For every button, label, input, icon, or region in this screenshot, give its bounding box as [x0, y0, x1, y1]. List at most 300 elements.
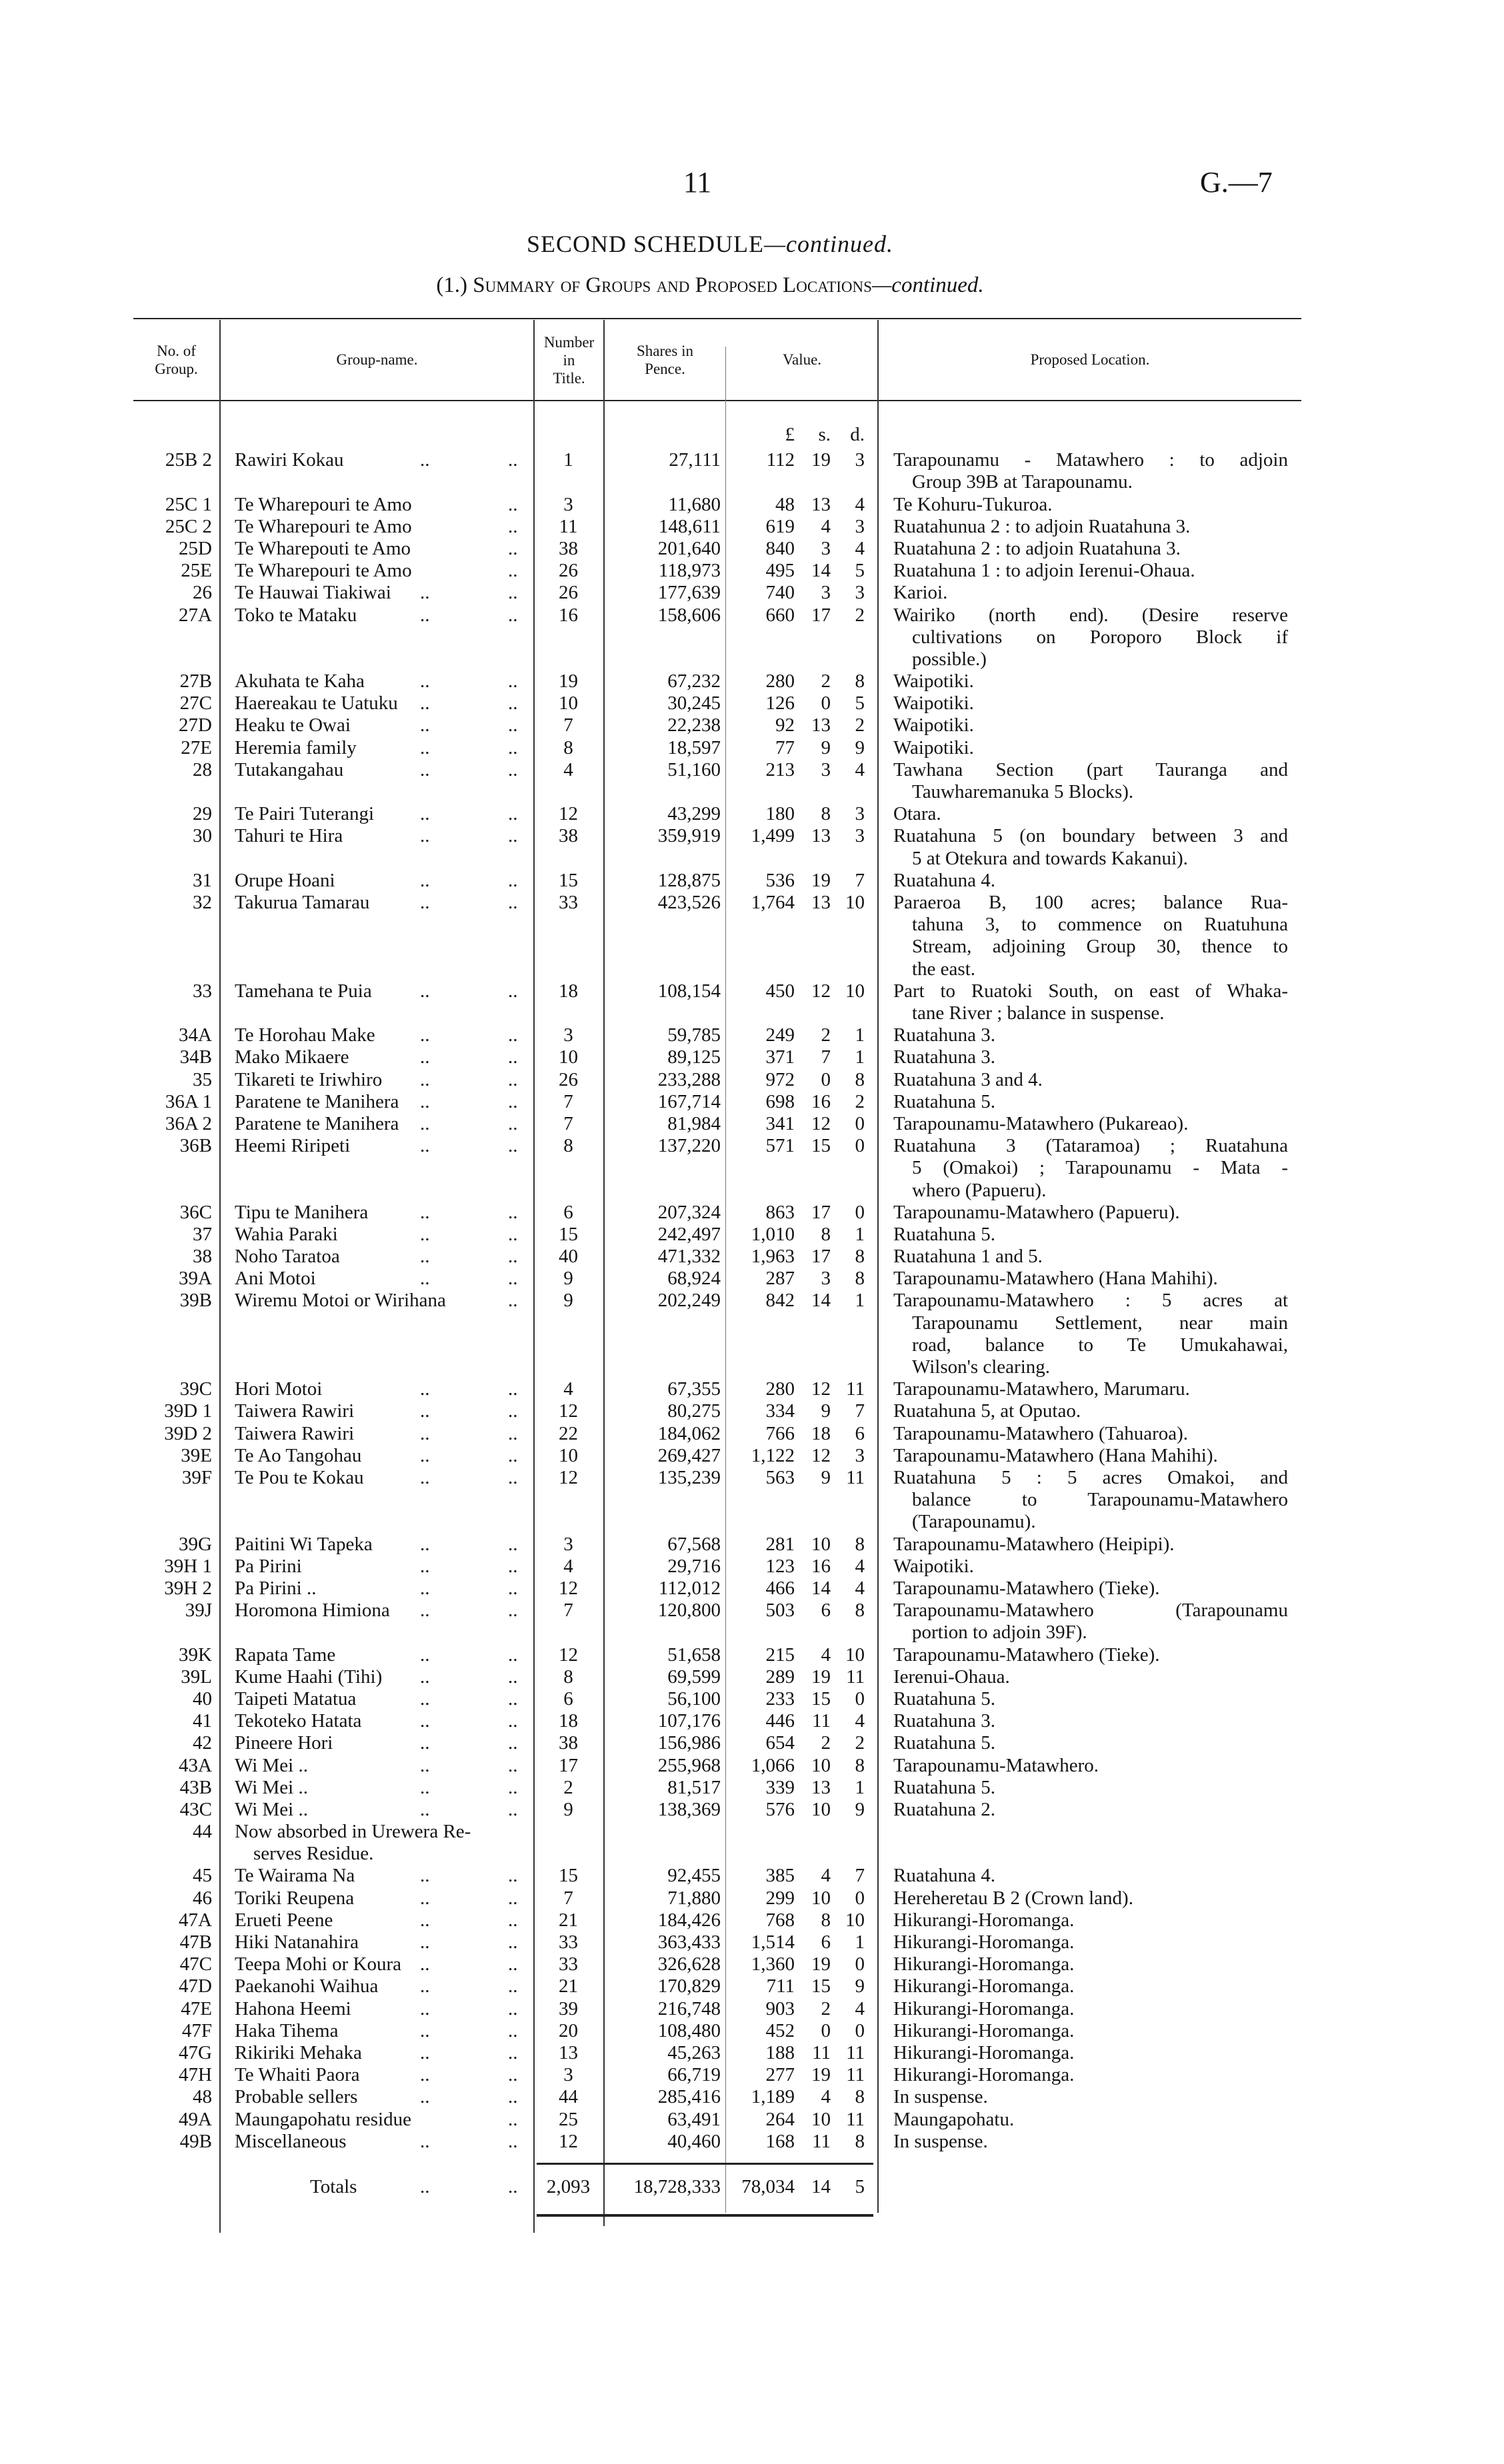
leader-dots: ..: [420, 670, 430, 692]
table-row: [0, 1666, 1504, 1688]
leader-dots: ..: [420, 1090, 430, 1112]
value-pence: 1: [855, 1290, 865, 1312]
table-row: [0, 1755, 1504, 1777]
leader-dots: ..: [420, 1024, 430, 1046]
shares-in-pence: 201,640: [657, 537, 721, 559]
value-pence: 0: [855, 1112, 865, 1134]
value-pounds: 495: [765, 560, 795, 582]
number-in-title: 12: [559, 1400, 578, 1422]
leader-dots: ..: [420, 1953, 430, 1975]
group-name: [235, 759, 528, 781]
value-pounds: 289: [765, 1666, 795, 1688]
value-pounds: 341: [765, 1112, 795, 1134]
leader-dots: ..: [420, 1644, 430, 1666]
group-name-line: Orupe Hoani: [235, 869, 335, 891]
table-row: [0, 892, 1504, 980]
location-line: Otara.: [893, 803, 941, 825]
value-pence: 1: [855, 1931, 865, 1953]
leader-dots: ..: [508, 692, 518, 714]
value-pence: 3: [855, 582, 865, 604]
group-name: [235, 1887, 528, 1909]
number-in-title: 12: [559, 2130, 578, 2152]
group-name-line: Rikiriki Mehaka: [235, 2041, 362, 2063]
leader-dots: ..: [420, 1666, 430, 1688]
proposed-location: [893, 1799, 1288, 1821]
location-line: Group 39B at Tarapounamu.: [912, 471, 1133, 493]
shares-in-pence: 118,973: [658, 560, 721, 582]
shares-in-pence: 170,829: [657, 1975, 721, 1997]
number-in-title: 18: [559, 1710, 578, 1732]
proposed-location: [893, 1400, 1288, 1422]
leader-dots: ..: [420, 1223, 430, 1245]
value-pounds: 698: [765, 1090, 795, 1112]
leader-dots: ..: [508, 2064, 518, 2086]
value-pounds: 48: [775, 493, 795, 515]
value-pounds: 287: [765, 1268, 795, 1290]
group-name-line: Noho Taratoa: [235, 1246, 340, 1268]
leader-dots: ..: [508, 1754, 518, 1776]
location-line: Hikurangi-Horomanga.: [893, 1975, 1075, 1997]
value-pence: 8: [855, 1600, 865, 1622]
group-number: 47E: [181, 1997, 212, 2019]
leader-dots: ..: [420, 1887, 430, 1909]
group-name: [235, 692, 528, 714]
location-line: Ruatahuna 3.: [893, 1024, 996, 1046]
value-pounds: 972: [765, 1068, 795, 1090]
number-in-title: 9: [563, 1268, 573, 1290]
group-name: [235, 560, 528, 582]
shares-in-pence: 423,526: [657, 892, 721, 914]
value-pounds: 339: [765, 1776, 795, 1798]
value-pounds: 168: [765, 2130, 795, 2152]
value-shillings: 14: [811, 1578, 831, 1599]
group-number: 47F: [181, 2019, 212, 2041]
leader-dots: ..: [508, 1997, 518, 2019]
leader-dots: ..: [420, 803, 430, 825]
shares-in-pence: 135,239: [657, 1467, 721, 1489]
value-pounds: 180: [765, 803, 795, 825]
value-shillings: 10: [811, 2108, 831, 2130]
value-shillings: 10: [811, 1533, 831, 1555]
group-name: [235, 2086, 528, 2108]
value-pounds: 213: [765, 758, 795, 780]
number-in-title: 4: [563, 758, 573, 780]
table-row: [0, 1799, 1504, 1821]
leader-dots: ..: [420, 1201, 430, 1223]
proposed-location: [893, 1578, 1288, 1600]
value-pounds: 92: [775, 714, 795, 736]
leader-dots: ..: [420, 2086, 430, 2108]
table-row: [0, 803, 1504, 825]
number-in-title: 38: [559, 537, 578, 559]
proposed-location: [893, 2064, 1288, 2086]
number-in-title: 2: [563, 1776, 573, 1798]
value-pence: 8: [855, 2130, 865, 2152]
group-name-line: Haka Tihema: [235, 2019, 339, 2041]
shillings-unit: s.: [818, 424, 831, 445]
table-row: [0, 1732, 1504, 1754]
proposed-location: [893, 2109, 1288, 2131]
value-pounds: 1,360: [751, 1953, 795, 1975]
leader-dots: ..: [420, 1865, 430, 1887]
group-name-line: Te Wharepouri te Amo: [235, 560, 412, 582]
location-line: In suspense.: [893, 2086, 988, 2108]
shares-in-pence: 108,154: [657, 980, 721, 1002]
group-name: [235, 1777, 528, 1799]
location-line: Ruatahuna 5.: [893, 1223, 996, 1245]
leader-dots: ..: [420, 1997, 430, 2019]
value-pounds: 334: [765, 1400, 795, 1422]
location-line: tane River ; balance in suspense.: [912, 1002, 1165, 1024]
value-pounds: 576: [765, 1798, 795, 1820]
shares-in-pence: 156,986: [657, 1732, 721, 1754]
leader-dots: ..: [508, 1090, 518, 1112]
group-number: 35: [193, 1068, 212, 1090]
proposed-location: [893, 1688, 1288, 1710]
value-pence: 8: [855, 1068, 865, 1090]
shares-in-pence: 66,719: [667, 2064, 721, 2086]
number-in-title: 15: [559, 1223, 578, 1245]
group-name: [235, 1821, 528, 1865]
value-shillings: 2: [821, 1997, 831, 2019]
group-number: 32: [193, 892, 212, 914]
value-shillings: 4: [821, 2086, 831, 2108]
group-name-line: Rawiri Kokau: [235, 449, 344, 471]
proposed-location: [893, 1556, 1288, 1578]
group-number: 28: [193, 758, 212, 780]
group-number: 46: [193, 1887, 212, 1909]
header-line: No. of: [157, 343, 196, 359]
table-row: [0, 1202, 1504, 1224]
table-row: [0, 1091, 1504, 1113]
leader-dots: ..: [420, 1422, 430, 1444]
number-in-title: 25: [559, 2108, 578, 2130]
value-pounds: 188: [765, 2041, 795, 2063]
leader-dots: ..: [508, 515, 518, 537]
group-number: 39D 1: [164, 1400, 212, 1422]
table-row: [0, 1290, 1504, 1378]
value-pounds: 1,122: [751, 1444, 795, 1466]
shares-in-pence: 40,460: [667, 2130, 721, 2152]
location-line: In suspense.: [893, 2130, 988, 2152]
location-line: Ruatahuna 4.: [893, 1865, 996, 1887]
group-number: 44: [193, 1821, 212, 1843]
leader-dots: ..: [420, 1798, 430, 1820]
group-number: 33: [193, 980, 212, 1002]
table-row: [0, 1931, 1504, 1953]
shares-in-pence: 202,249: [657, 1290, 721, 1312]
shares-in-pence: 67,568: [667, 1533, 721, 1555]
value-pounds: 249: [765, 1024, 795, 1046]
proposed-location: [893, 1202, 1288, 1224]
leader-dots: ..: [508, 869, 518, 891]
totals-label: Totals: [310, 2175, 357, 2197]
leader-dots: ..: [508, 736, 518, 758]
value-pence: 3: [855, 825, 865, 847]
group-number: 39H 2: [164, 1578, 212, 1599]
group-name-line: Te Ao Tangohau: [235, 1444, 362, 1466]
group-number: 43A: [179, 1754, 212, 1776]
pounds-unit: £: [785, 424, 795, 445]
table-row: [0, 737, 1504, 759]
value-shillings: 10: [811, 1754, 831, 1776]
group-number: 31: [193, 869, 212, 891]
value-shillings: 2: [821, 670, 831, 692]
value-pounds: 1,514: [751, 1931, 795, 1953]
location-line: tahuna 3, to commence on Ruatuhuna: [912, 914, 1288, 936]
proposed-location: [893, 670, 1288, 692]
table-row: [0, 1600, 1504, 1644]
value-pence: 8: [855, 1268, 865, 1290]
group-name-line: Toko te Mataku: [235, 604, 357, 626]
proposed-location: [893, 1732, 1288, 1754]
shares-in-pence: 81,984: [667, 1112, 721, 1134]
group-name: [235, 1953, 528, 1975]
shares-in-pence: 285,416: [657, 2086, 721, 2108]
proposed-location: [893, 1046, 1288, 1068]
group-number: 25B 2: [165, 449, 212, 471]
proposed-location: [893, 1268, 1288, 1290]
location-line: 5 (Omakoi) ; Tarapounamu - Mata -: [912, 1157, 1288, 1179]
leader-dots: ..: [508, 1555, 518, 1577]
value-pounds: 1,499: [751, 825, 795, 847]
value-shillings: 9: [821, 1400, 831, 1422]
group-number: 36A 2: [165, 1112, 212, 1134]
group-number: 39J: [185, 1600, 212, 1622]
location-line: Hikurangi-Horomanga.: [893, 1997, 1075, 2019]
value-shillings: 11: [812, 1710, 831, 1732]
group-name-line: Tikareti te Iriwhiro: [235, 1068, 383, 1090]
leader-dots: ..: [420, 2175, 430, 2197]
leader-dots: ..: [508, 1975, 518, 1997]
proposed-location: [893, 870, 1288, 892]
group-name: [235, 1445, 528, 1467]
value-pence: 11: [846, 1666, 865, 1688]
value-pence: 3: [855, 1444, 865, 1466]
location-line: Wairiko (north end). (Desire reserve: [893, 604, 1288, 626]
shares-in-pence: 56,100: [667, 1688, 721, 1710]
value-pence: 8: [855, 2086, 865, 2108]
proposed-location: [893, 2086, 1288, 2108]
group-name: [235, 1202, 528, 1224]
location-line: Part to Ruatoki South, on east of Whaka-: [893, 980, 1288, 1002]
leader-dots: ..: [508, 1112, 518, 1134]
number-in-title: 6: [563, 1201, 573, 1223]
location-line: Ruatahuna 3.: [893, 1046, 996, 1068]
value-pence: 10: [845, 1644, 865, 1666]
location-line: Ruatahuna 3.: [893, 1710, 996, 1732]
value-pounds: 385: [765, 1865, 795, 1887]
value-pence: 4: [855, 1997, 865, 2019]
table-row: [0, 1821, 1504, 1865]
location-line: Ruatahuna 2.: [893, 1798, 996, 1820]
number-in-title: 16: [559, 604, 578, 626]
proposed-location: [893, 692, 1288, 714]
group-name: [235, 980, 528, 1002]
proposed-location: [893, 1644, 1288, 1666]
leader-dots: ..: [508, 892, 518, 914]
table-row: [0, 1378, 1504, 1400]
table-row: [0, 1953, 1504, 1975]
location-line: Tarapounamu-Matawhero, Marumaru.: [893, 1378, 1190, 1400]
value-shillings: 19: [811, 449, 831, 471]
shares-in-pence: 22,238: [667, 714, 721, 736]
value-pounds: 450: [765, 980, 795, 1002]
group-number: 49B: [179, 2130, 212, 2152]
group-name-line: Pa Pirini: [235, 1555, 302, 1577]
group-name-line: Te Horohau Make: [235, 1024, 375, 1046]
value-shillings: 2: [821, 1732, 831, 1754]
group-name-line: Te Pou te Kokau: [235, 1467, 364, 1489]
proposed-location: [893, 1378, 1288, 1400]
shares-in-pence: 359,919: [657, 825, 721, 847]
value-pounds: 903: [765, 1997, 795, 2019]
leader-dots: ..: [508, 980, 518, 1002]
group-number: 27C: [179, 692, 212, 714]
value-shillings: 4: [821, 1865, 831, 1887]
pence-unit: d.: [850, 424, 865, 445]
totals-number-in-title: 2,093: [546, 2175, 591, 2197]
group-name-line: Te Whaiti Paora: [235, 2064, 360, 2086]
proposed-location: [893, 605, 1288, 671]
value-shillings: 11: [812, 2041, 831, 2063]
value-shillings: 19: [811, 869, 831, 891]
value-shillings: 17: [811, 604, 831, 626]
group-name-line: Haereakau te Uatuku: [235, 692, 398, 714]
location-line: Waipotiki.: [893, 670, 974, 692]
table-row: [0, 1578, 1504, 1600]
value-pence: 2: [855, 1732, 865, 1754]
value-pounds: 112: [766, 449, 795, 471]
number-in-title: 26: [559, 560, 578, 582]
group-name: [235, 1865, 528, 1887]
value-shillings: 12: [811, 1112, 831, 1134]
number-in-title: 3: [563, 1024, 573, 1046]
group-name-line: Wahia Paraki: [235, 1223, 338, 1245]
leader-dots: ..: [508, 1644, 518, 1666]
value-pence: 11: [846, 1378, 865, 1400]
value-pounds: 452: [765, 2019, 795, 2041]
number-in-title: 3: [563, 493, 573, 515]
group-name: [235, 1423, 528, 1445]
number-in-title: 11: [559, 515, 578, 537]
leader-dots: ..: [420, 1112, 430, 1134]
leader-dots: ..: [420, 1931, 430, 1953]
leader-dots: ..: [420, 1268, 430, 1290]
leader-dots: ..: [420, 892, 430, 914]
location-line: Waipotiki.: [893, 736, 974, 758]
group-name: [235, 1113, 528, 1135]
group-name: [235, 670, 528, 692]
table-row: [0, 1777, 1504, 1799]
leader-dots: ..: [420, 1400, 430, 1422]
shares-in-pence: 89,125: [667, 1046, 721, 1068]
location-line: Ruatahuna 3 and 4.: [893, 1068, 1043, 1090]
number-in-title: 12: [559, 803, 578, 825]
proposed-location: [893, 2020, 1288, 2042]
leader-dots: ..: [508, 2108, 518, 2130]
group-name: [235, 1755, 528, 1777]
leader-dots: ..: [420, 582, 430, 604]
value-shillings: 9: [821, 736, 831, 758]
group-name: [235, 1046, 528, 1068]
value-pounds: 503: [765, 1600, 795, 1622]
table-row: [0, 2086, 1504, 2108]
group-name: [235, 494, 528, 516]
group-name: [235, 2109, 528, 2131]
number-in-title: 33: [559, 1953, 578, 1975]
proposed-location: [893, 1069, 1288, 1091]
group-number: 25E: [181, 560, 212, 582]
number-in-title: 19: [559, 670, 578, 692]
value-shillings: 13: [811, 714, 831, 736]
number-in-title: 9: [563, 1798, 573, 1820]
leader-dots: ..: [420, 2019, 430, 2041]
table-row: [0, 1445, 1504, 1467]
value-shillings: 10: [811, 1798, 831, 1820]
table-row: [0, 1556, 1504, 1578]
shares-in-pence: 45,263: [667, 2041, 721, 2063]
value-pounds: 1,010: [751, 1223, 795, 1245]
number-in-title: 38: [559, 1732, 578, 1754]
value-pounds: 280: [765, 670, 795, 692]
leader-dots: ..: [508, 1688, 518, 1710]
schedule-title: [0, 230, 1420, 258]
proposed-location: [893, 980, 1288, 1024]
location-line: Waipotiki.: [893, 692, 974, 714]
table-row: [0, 1246, 1504, 1268]
location-line: Hereheretau B 2 (Crown land).: [893, 1887, 1133, 1909]
location-line: Hikurangi-Horomanga.: [893, 2019, 1075, 2041]
proposed-location: [893, 1224, 1288, 1246]
group-name-line: Tutakangahau: [235, 758, 344, 780]
location-line: Tauwharemanuka 5 Blocks).: [912, 781, 1134, 803]
location-line: Paraeroa B, 100 acres; balance Rua-: [893, 892, 1288, 914]
table-row: [0, 1046, 1504, 1068]
proposed-location: [893, 1755, 1288, 1777]
table-row: [0, 2020, 1504, 2042]
group-number: 39E: [181, 1444, 212, 1466]
shares-in-pence: 81,517: [667, 1776, 721, 1798]
proposed-location: [893, 1534, 1288, 1556]
number-in-title: 44: [559, 2086, 578, 2108]
value-pounds: 446: [765, 1710, 795, 1732]
group-name-line: Wi Mei ..: [235, 1776, 308, 1798]
leader-dots: ..: [508, 2086, 518, 2108]
proposed-location: [893, 1113, 1288, 1135]
value-pence: 0: [855, 2019, 865, 2041]
location-line: Tarapounamu-Matawhero.: [893, 1754, 1099, 1776]
proposed-location: [893, 1246, 1288, 1268]
table-row: [0, 516, 1504, 538]
leader-dots: ..: [508, 1776, 518, 1798]
location-line: Hikurangi-Horomanga.: [893, 1909, 1075, 1931]
header-line: Title.: [553, 370, 585, 387]
value-shillings: 13: [811, 493, 831, 515]
leader-dots: ..: [508, 670, 518, 692]
totals-pounds: 78,034: [741, 2175, 795, 2197]
group-name-line: Taiwera Rawiri: [235, 1400, 355, 1422]
value-pence: 10: [845, 980, 865, 1002]
group-number: 34B: [179, 1046, 212, 1068]
table-row: [0, 1423, 1504, 1445]
number-in-title: 3: [563, 2064, 573, 2086]
value-pounds: 277: [765, 2064, 795, 2086]
proposed-location: [893, 737, 1288, 759]
proposed-location: [893, 2042, 1288, 2064]
table-row: [0, 1113, 1504, 1135]
leader-dots: ..: [508, 1578, 518, 1599]
